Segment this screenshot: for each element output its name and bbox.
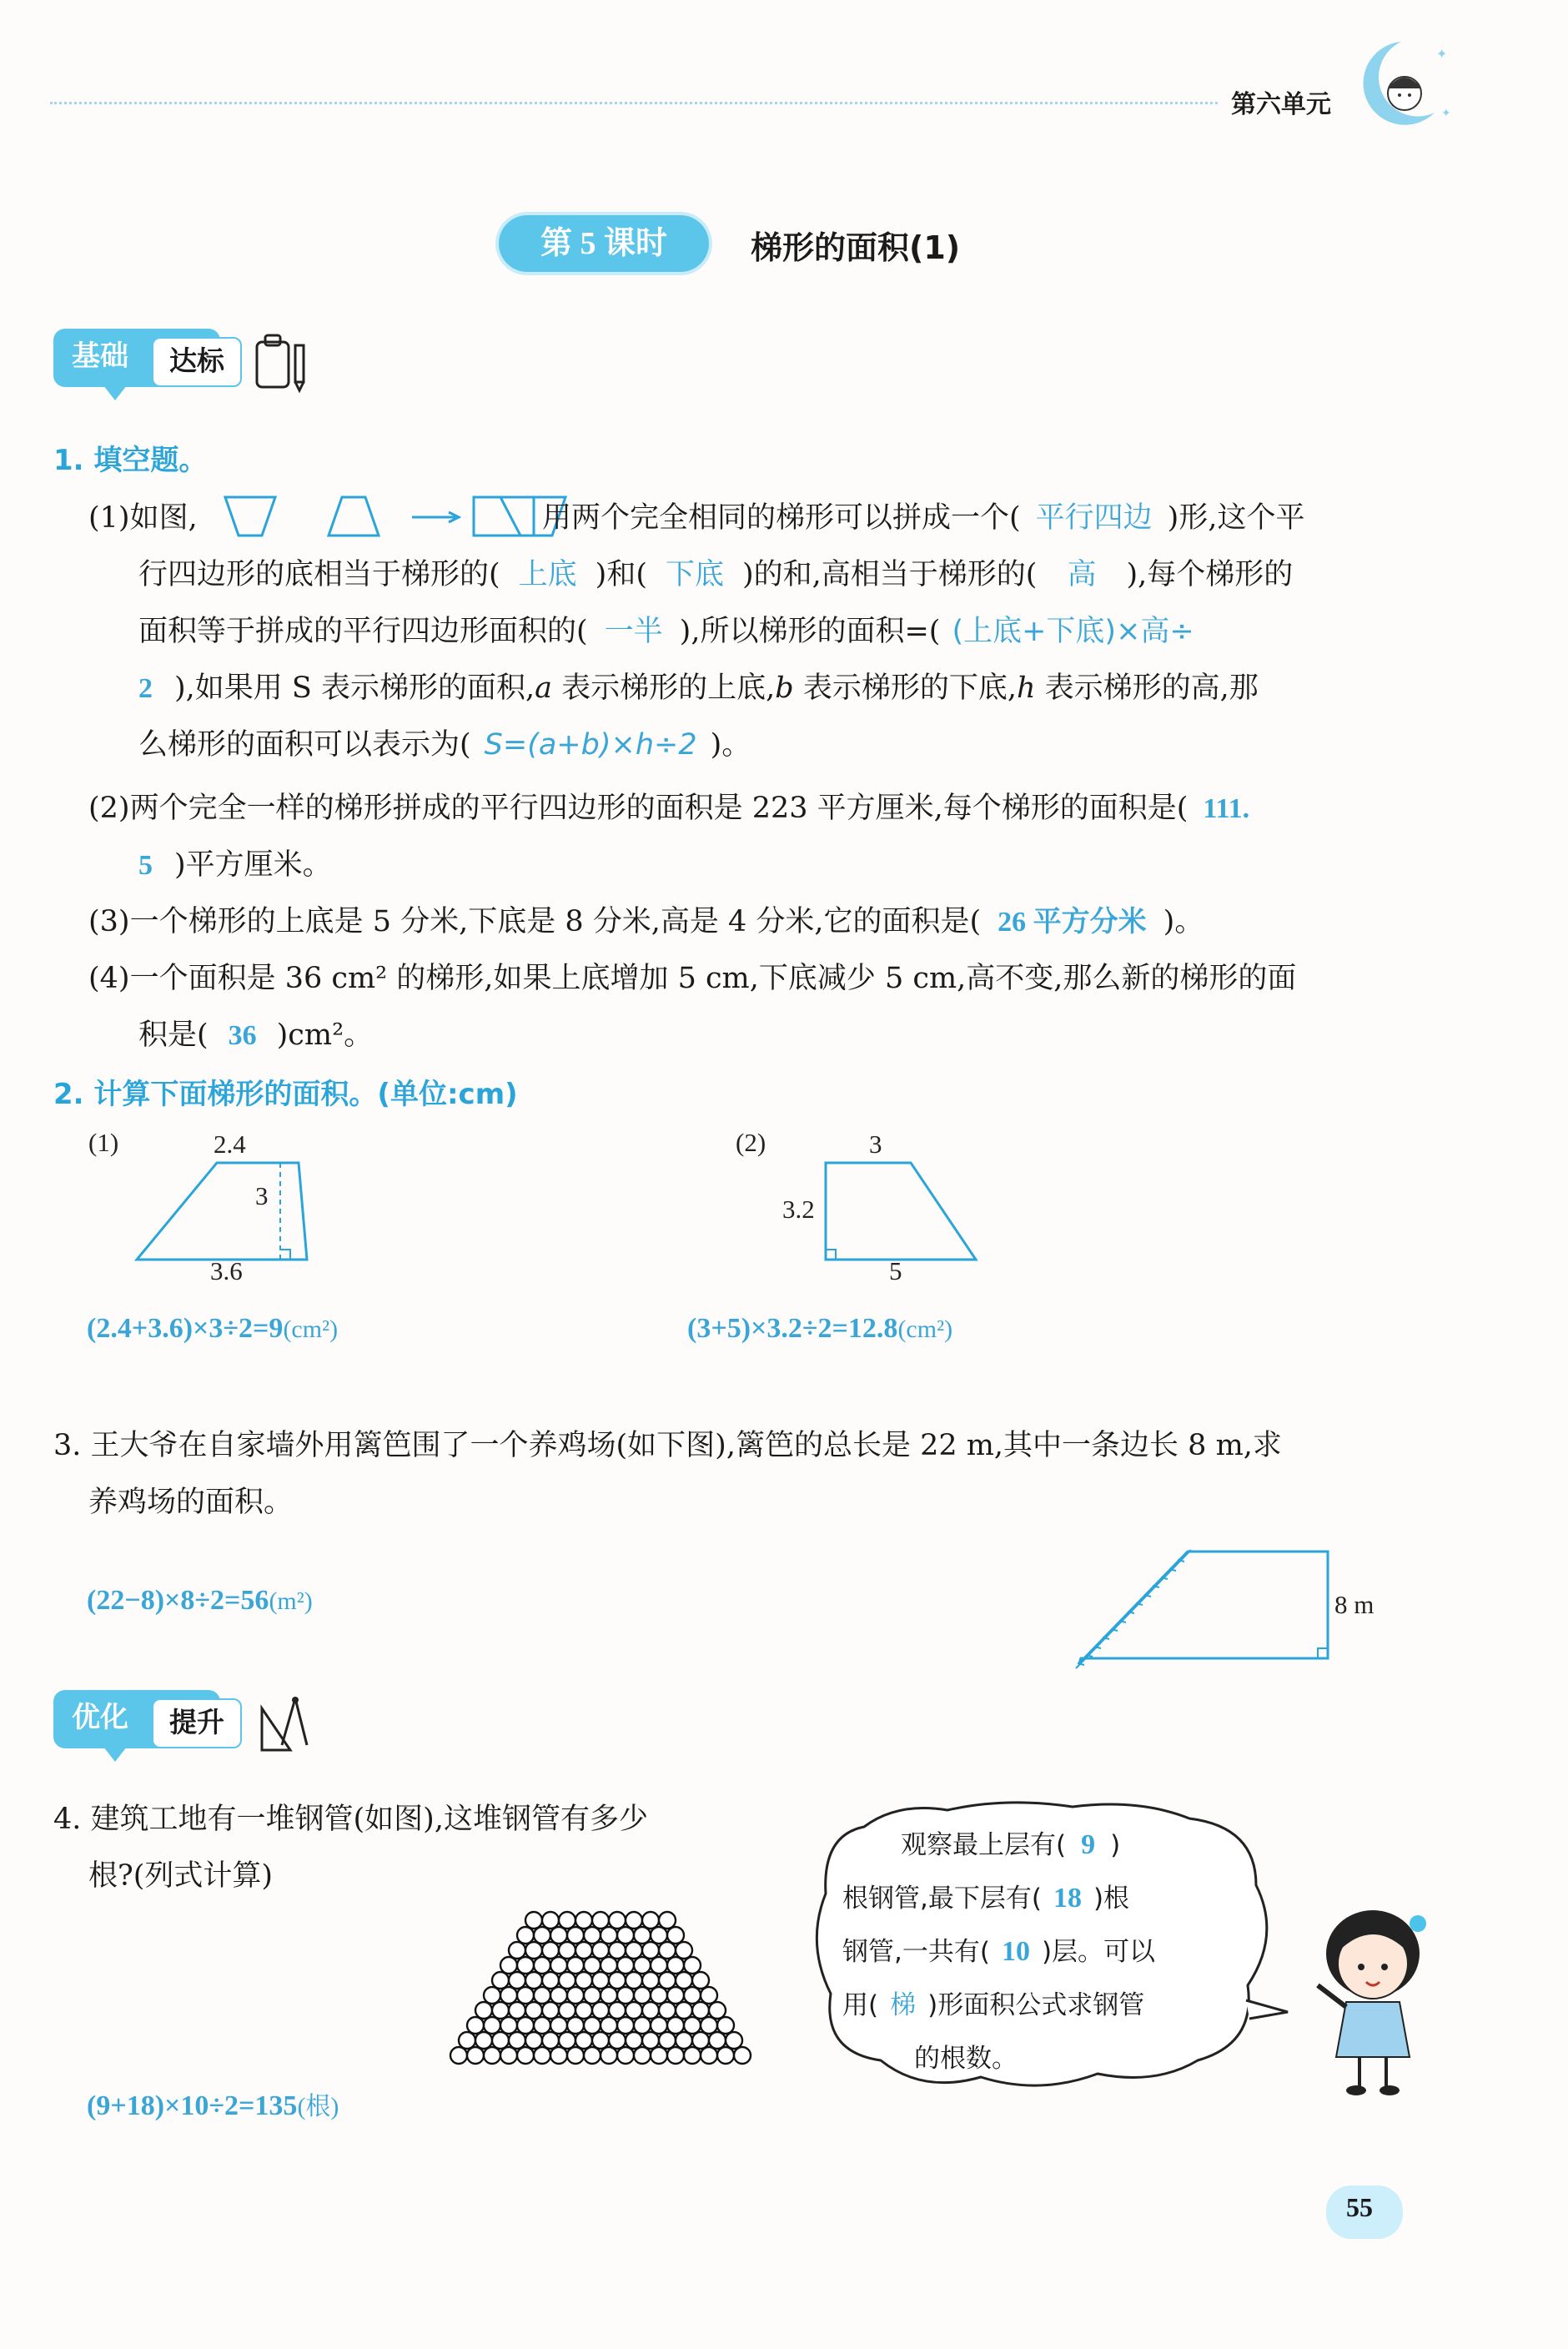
bubble-answer-shape: 梯 [890, 1990, 917, 2020]
steel-pipe [701, 1987, 717, 2004]
steel-pipe [500, 1987, 517, 2004]
steel-pipe [634, 1957, 651, 1974]
steel-pipe [626, 2002, 642, 2019]
steel-pipe [601, 1957, 617, 1974]
steel-pipe [492, 2002, 509, 2019]
steel-pipe [717, 2017, 734, 2034]
steel-pipe [676, 1972, 692, 1989]
steel-pipe [634, 2017, 651, 2034]
steel-pipe [567, 2017, 584, 2034]
steel-pipe [734, 2047, 751, 2064]
steel-pipe [667, 1927, 684, 1944]
steel-pipe [550, 2047, 567, 2064]
steel-pipe [626, 1942, 642, 1959]
steel-pipe [617, 2017, 634, 2034]
page-number: 55 [1346, 2192, 1373, 2222]
q4-answer: (9+18)×10÷2=135(根) [87, 2090, 339, 2121]
steel-pipe [617, 1957, 634, 1974]
steel-pipe [475, 2002, 492, 2019]
steel-pipe [534, 1957, 550, 1974]
steel-pipe [517, 1957, 534, 1974]
lesson-title: 梯形的面积(1) [751, 229, 961, 266]
steel-pipe [500, 2047, 517, 2064]
steel-pipe [617, 1987, 634, 2004]
steel-pipe [634, 1987, 651, 2004]
steel-pipe [559, 2032, 575, 2049]
steel-pipe [651, 2047, 667, 2064]
q2-figure-2: (2) 3 3.2 5 [734, 1126, 1318, 1301]
bubble-answer-layers: 10 [1001, 1936, 1030, 1967]
steel-pipe [559, 1972, 575, 1989]
steel-pipe [676, 2032, 692, 2049]
steel-pipe [584, 1987, 601, 2004]
steel-pipe [467, 2047, 484, 2064]
steel-pipe [651, 2017, 667, 2034]
steel-pipe [617, 1927, 634, 1944]
steel-pipe [517, 1927, 534, 1944]
q1-heading: 1. 填空题。 [53, 444, 208, 477]
answer-height: 高 [1067, 558, 1097, 591]
steel-pipe [509, 1972, 525, 1989]
answer-q1-3: 26 平方分米 [998, 907, 1147, 938]
steel-pipe [592, 2032, 609, 2049]
steel-pipe [601, 2017, 617, 2034]
section-basic [53, 325, 304, 409]
steel-pipe [584, 2047, 601, 2064]
svg-text:✦: ✦ [1436, 46, 1448, 62]
steel-pipe [642, 2032, 659, 2049]
steel-pipe [534, 1927, 550, 1944]
steel-pipe [567, 1987, 584, 2004]
steel-pipe [626, 2032, 642, 2049]
steel-pipe [601, 2047, 617, 2064]
steel-pipe [559, 2002, 575, 2019]
steel-pipe [634, 1927, 651, 1944]
q1-p1-line4: 2 ),如果用 S 表示梯形的面积,a 表示梯形的上底,b 表示梯形的下底,h 表示梯形的高,那 [138, 672, 1259, 705]
section-improve-right: 提升 [152, 1698, 242, 1748]
steel-pipe [609, 2032, 626, 2049]
moon-girl-icon [1343, 33, 1451, 133]
q1-p2-line2: 5 )平方厘米。 [138, 848, 332, 882]
steel-pipe [717, 2047, 734, 2064]
q4-line2: 根?(列式计算) [88, 1859, 274, 1893]
steel-pipe [467, 2017, 484, 2034]
steel-pipe [659, 1942, 676, 1959]
steel-pipe [525, 1972, 542, 1989]
q2-answer-1: (2.4+3.6)×3÷2=9(cm²) [87, 1313, 339, 1344]
q1-p3-line1: (3)一个梯形的上底是 5 分米,下底是 8 分米,高是 4 分米,它的面积是( 26 平方分米 )。 [88, 905, 1204, 938]
chicken-yard-diagram [1059, 1535, 1359, 1677]
section-basic-left: 基础 [53, 329, 220, 387]
steel-pipe [575, 1972, 592, 1989]
answer-formula-words: (上底+下底)×高÷ [952, 615, 1194, 648]
q1-p4-line1: (4)一个面积是 36 cm² 的梯形,如果上底增加 5 cm,下底减少 5 cm,高不变,那么新的梯形的面 [88, 962, 1297, 995]
q1-p1-line3: 面积等于拼成的平行四边形面积的( 一半 ),所以梯形的面积=( (上底+下底)×高÷ [138, 615, 1194, 648]
q3-fig-label: 8 m [1334, 1590, 1375, 1619]
answer-q1-2a: 111. [1203, 793, 1250, 824]
steel-pipe [609, 1972, 626, 1989]
steel-pipe [642, 2002, 659, 2019]
steel-pipe [651, 1927, 667, 1944]
steel-pipe [634, 2047, 651, 2064]
steel-pipe [459, 2032, 475, 2049]
steel-pipe [559, 1912, 575, 1929]
steel-pipe [651, 1987, 667, 2004]
trapezoid-2 [734, 1126, 1318, 1301]
q4-line1: 4. 建筑工地有一堆钢管(如图),这堆钢管有多少 [53, 1803, 648, 1836]
steel-pipe [684, 1957, 701, 1974]
steel-pipe [575, 1942, 592, 1959]
q1-p2-line1: (2)两个完全一样的梯形拼成的平行四边形的面积是 223 平方厘米,每个梯形的面积是( 111. [88, 792, 1250, 825]
steel-pipe [584, 1957, 601, 1974]
steel-pipe [642, 1912, 659, 1929]
trapezoid-1 [83, 1126, 667, 1301]
steel-pipe [601, 1927, 617, 1944]
q3-line2: 养鸡场的面积。 [88, 1486, 294, 1519]
lesson-badge-text: 第 5 课时 [540, 226, 667, 261]
steel-pipe [525, 2002, 542, 2019]
steel-pipe [567, 2047, 584, 2064]
steel-pipe [542, 1942, 559, 1959]
steel-pipe [601, 1987, 617, 2004]
steel-pipe [475, 2032, 492, 2049]
steel-pipe [575, 2002, 592, 2019]
steel-pipe [484, 2047, 500, 2064]
q2-answer-2: (3+5)×3.2÷2=12.8(cm²) [687, 1313, 953, 1344]
steel-pipe [542, 2032, 559, 2049]
steel-pipe [684, 1987, 701, 2004]
answer-top-base: 上底 [518, 558, 577, 591]
steel-pipe [509, 2032, 525, 2049]
steel-pipe [550, 1957, 567, 1974]
steel-pipe [517, 2047, 534, 2064]
steel-pipe [709, 2002, 726, 2019]
steel-pipe [676, 1942, 692, 1959]
section-improve [53, 1687, 329, 1770]
steel-pipe [684, 2047, 701, 2064]
answer-q1-2b: 5 [138, 850, 153, 881]
bubble-answer-top: 9 [1081, 1829, 1096, 1860]
section-improve-left: 优化 [53, 1690, 220, 1748]
compass-ruler-icon [257, 1692, 315, 1758]
steel-pipe-pile [434, 1910, 767, 2077]
steel-pipe [592, 1942, 609, 1959]
steel-pipe [642, 1942, 659, 1959]
steel-pipe [592, 1972, 609, 1989]
steel-pipe [500, 1957, 517, 1974]
q3-line1: 3. 王大爷在自家墙外用篱笆围了一个养鸡场(如下图),篱笆的总长是 22 m,其中一条边长 8 m,求 [53, 1429, 1282, 1462]
steel-pipe [525, 1912, 542, 1929]
steel-pipe [709, 2032, 726, 2049]
header-dotted-rule [50, 102, 1218, 104]
steel-pipe [550, 2017, 567, 2034]
steel-pipe [667, 2017, 684, 2034]
steel-pipe [659, 1912, 676, 1929]
girl-illustration [1301, 1902, 1451, 2102]
steel-pipe [667, 2047, 684, 2064]
steel-pipe [584, 1927, 601, 1944]
steel-pipe [575, 2032, 592, 2049]
answer-formula: S=(a+b)×h÷2 [484, 728, 697, 762]
bubble-answer-bottom: 18 [1053, 1883, 1082, 1914]
steel-pipe [684, 2017, 701, 2034]
q1-p4-line2: 积是( 36 )cm²。 [138, 1019, 374, 1052]
q2-heading: 2. 计算下面梯形的面积。(单位:cm) [53, 1078, 518, 1111]
steel-pipe [484, 2017, 500, 2034]
steel-pipe [676, 2002, 692, 2019]
steel-pipe [492, 2032, 509, 2049]
steel-pipe [550, 1927, 567, 1944]
clipboard-pencil-icon [254, 329, 312, 395]
steel-pipe [525, 2032, 542, 2049]
lesson-badge [499, 215, 709, 272]
steel-pipe [592, 1912, 609, 1929]
steel-pipe [667, 1957, 684, 1974]
q1-p1-line1: (1)如图, 用两个完全相同的梯形可以拼成一个( 平行四边 )形,这个平 [88, 497, 1540, 539]
steel-pipe [701, 2017, 717, 2034]
steel-pipe [534, 2047, 550, 2064]
steel-pipe [517, 2017, 534, 2034]
q3-answer: (22−8)×8÷2=56(m²) [87, 1585, 313, 1616]
steel-pipe [542, 1972, 559, 1989]
steel-pipe [592, 2002, 609, 2019]
answer-q1-4: 36 [228, 1020, 257, 1051]
steel-pipe [726, 2032, 742, 2049]
section-basic-right: 达标 [152, 337, 242, 387]
speech-bubble-text: 观察最上层有( 9 ) 根钢管,最下层有( 18 )根 钢管,一共有( 10 )层。可以 用( 梯 )形面积公式求钢管 的根数。 [842, 1829, 1156, 2074]
steel-pipe [509, 2002, 525, 2019]
steel-pipe [509, 1942, 525, 1959]
steel-pipe [701, 2047, 717, 2064]
steel-pipe [517, 1987, 534, 2004]
steel-pipe [575, 1912, 592, 1929]
unit-label: 第六单元 [1231, 90, 1331, 119]
steel-pipe [659, 2032, 676, 2049]
answer-parallelogram: 平行四边 [1035, 501, 1153, 535]
steel-pipe [559, 1942, 575, 1959]
steel-pipe [626, 1972, 642, 1989]
steel-pipe [642, 1972, 659, 1989]
steel-pipe [626, 1912, 642, 1929]
answer-half: 一半 [604, 615, 663, 648]
steel-pipe [492, 1972, 509, 1989]
steel-pipe [667, 1987, 684, 2004]
steel-pipe [659, 2002, 676, 2019]
steel-pipe [525, 1942, 542, 1959]
steel-pipe [500, 2017, 517, 2034]
steel-pipe [534, 2017, 550, 2034]
steel-pipe [534, 1987, 550, 2004]
answer-bottom-base: 下底 [665, 558, 724, 591]
svg-text:✦: ✦ [1441, 107, 1451, 120]
steel-pipe [567, 1957, 584, 1974]
steel-pipe [542, 2002, 559, 2019]
steel-pipe [609, 1942, 626, 1959]
steel-pipe [484, 1987, 500, 2004]
steel-pipe [659, 1972, 676, 1989]
steel-pipe [692, 1972, 709, 1989]
steel-pipe [609, 1912, 626, 1929]
steel-pipe [617, 2047, 634, 2064]
steel-pipe [550, 1987, 567, 2004]
steel-pipe [450, 2047, 467, 2064]
q1-p1-line5: 么梯形的面积可以表示为( S=(a+b)×h÷2 )。 [138, 728, 751, 762]
q2-figure-1: (1) 2.4 3 3.6 [83, 1126, 667, 1301]
steel-pipe [542, 1912, 559, 1929]
steel-pipe [584, 2017, 601, 2034]
steel-pipe [651, 1957, 667, 1974]
q1-p1-line2: 行四边形的底相当于梯形的( 上底 )和( 下底 )的和,高相当于梯形的( 高 ),每个梯形的 [138, 558, 1294, 591]
steel-pipe [567, 1927, 584, 1944]
steel-pipe [692, 2032, 709, 2049]
steel-pipe [609, 2002, 626, 2019]
steel-pipe [692, 2002, 709, 2019]
